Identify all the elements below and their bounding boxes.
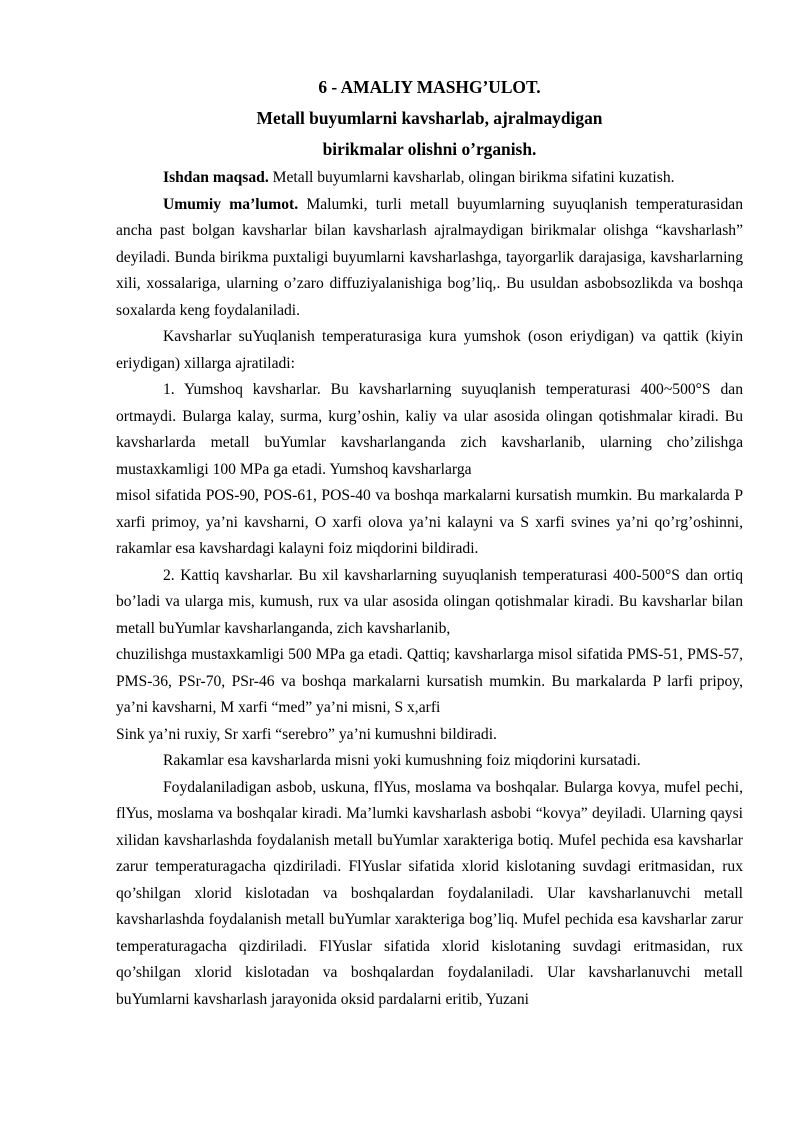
- paragraph-hard-solders-end: Sink ya’ni ruxiy, Sr xarfi “serebro” ya’ni kumushni bildiradi.: [116, 725, 497, 743]
- paragraph-hard-solders-cont: chuzilishga mustaxkamligi 500 MPa ga etadi. Qattiq; kavsharlarga misol sifatida PMS-51, PMS-57, PMS-36, PSr-70, PSr-46 va boshqa markalarni kursatish mumkin. Bu markalarda P larfi pripoy, ya’ni kavsharni, M xarfi “med” ya’ni misni, S x,arfi: [116, 646, 743, 716]
- goal-label: Ishdan maqsad.: [163, 169, 269, 186]
- paragraph-hard-solders: 2. Kattiq kavsharlar. Bu xil kavsharlarning suyuqlanish temperaturasi 400-500°S dan ortiq bo’ladi va ularga mis, kumush, rux va ular asosida olingan qotishmalar kiradi. Bu kavsharlar bilan metall buYumlar kavsharlanganda, zich kavsharlanib,: [116, 566, 743, 637]
- paragraph-tools: Foydalaniladigan asbob, uskuna, flYus, moslama va boshqalar. Bularga kovya, mufel pechi, flYus, moslama va boshqalar kiradi. Ma’lumki kavsharlash asbobi “kovya” deyiladi. Ularning qaysi xilidan kavsharlashda foydalanish metall buYumlar xarakteriga botiq. Mufel pechida esa kavsharlar zarur temperaturagacha qizdiriladi. FlYuslar sifatida xlorid kislotaning suvdagi eritmasidan, rux qo’shilgan xlorid kislotadan va boshqalardan foydalaniladi. Ular kavsharlanuvchi metall kavsharlashda foydalanish metall buYumlar xarakteriga bog’liq. Mufel pechida esa kavsharlar zarur temperaturagacha qizdiriladi. FlYuslar sifatida xlorid kislotaning suvdagi eritmasidan, rux qo’shilgan xlorid kislotadan va boshqalardan foydalaniladi. Ular kavsharlanuvchi metall buYumlarni kavsharlash jarayonida oksid pardalarni eritib, Yuzani: [116, 778, 743, 1008]
- paragraph-soft-solders: 1. Yumshoq kavsharlar. Bu kavsharlarning suyuqlanish temperaturasi 400~500°S dan ortmaydi. Bularga kalay, surma, kurg’oshin, kaliy va ular asosida olingan qotishmalar kiradi. Bu kavsharlarda metall buYumlar kavsharlanganda zich kavsharlanib, ularning cho’zilishga mustaxkamligi 100 MPa ga etadi. Yumshoq kavsharlarga: [116, 381, 743, 478]
- paragraph-goal: [116, 165, 743, 192]
- paragraph-soft-solders-cont: misol sifatida POS-90, POS-61, POS-40 va boshqa markalarni kursatish mumkin. Bu markalarda P xarfi primoy, ya’ni kavsharni, O xarfi olova ya’ni kalayni va S xarfi svines ya’ni qo’rg’oshinni, rakamlar esa kavshardagi kalayni foiz miqdorini bildiradi.: [116, 487, 743, 557]
- paragraph-digits-meaning: Rakamlar esa kavsharlarda misni yoki kumushning foiz miqdorini kursatadi.: [163, 752, 641, 769]
- general-info-label: Umumiy ma’lumot.: [163, 195, 299, 213]
- paragraph-general-info: [116, 192, 743, 325]
- heading-practice-number: 6 - AMALIY MASHG’ULOT.: [318, 77, 541, 97]
- paragraph-classification: Kavsharlar suYuqlanish temperaturasiga kura yumshok (oson eriydigan) va qattik (kiyin eriydigan) xillarga ajratiladi:: [116, 328, 743, 372]
- heading-topic-line-2: birikmalar olishni o’rganish.: [322, 139, 537, 159]
- heading-topic-line-1: Metall buyumlarni kavsharlab, ajralmaydigan: [256, 108, 603, 128]
- general-info-text: Malumki, turli metall buyumlarning suyuqlanish temperaturasidan ancha past bolgan kavsharlar bilan kavsharlash ajralmaydigan birikmalar olishga “kavsharlash” deyiladi. Bunda birikma puxtaligi buyumlarni kavsharlashga, tayorgarlik darajasiga, kavsharlarning xili, xossalariga, ularning o’zaro diffuziyalanishiga bog’liq,. Bu usuldan asbobsozlikda va boshqa soxalarda keng foydalaniladi.: [116, 195, 743, 319]
- goal-text: Metall buyumlarni kavsharlab, olingan birikma sifatini kuzatish.: [268, 169, 675, 186]
